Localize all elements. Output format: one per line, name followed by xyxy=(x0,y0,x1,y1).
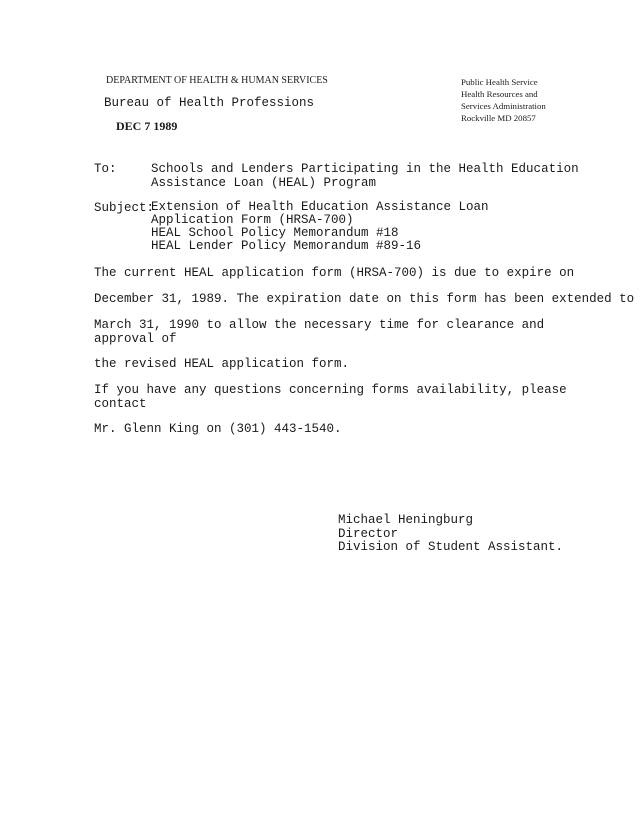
body-line: approval of xyxy=(94,332,177,346)
subject-line: Application Form (HRSA-700) xyxy=(151,213,354,227)
bureau-name: Bureau of Health Professions xyxy=(104,96,315,110)
signature-block xyxy=(338,514,563,555)
agency-line: Services Administration xyxy=(461,101,546,111)
signer-division: Division of Student Assistant. xyxy=(338,540,564,554)
subject-block xyxy=(151,201,489,253)
subject-line: Extension of Health Education Assistance Loan xyxy=(151,200,489,214)
body-paragraph: December 31, 1989. The expiration date on this form has been extended to xyxy=(94,292,635,306)
body-paragraph: Mr. Glenn King on (301) 443-1540. xyxy=(94,422,342,436)
body-line: If you have any questions concerning forms availability, please xyxy=(94,383,567,397)
department-name: DEPARTMENT OF HEALTH & HUMAN SERVICES xyxy=(106,75,328,86)
body-paragraph xyxy=(94,318,544,346)
addressee-line: Schools and Lenders Participating in the Health Education xyxy=(151,162,579,176)
body-line: contact xyxy=(94,397,147,411)
signer-title: Director xyxy=(338,526,399,541)
body-line: March 31, 1990 to allow the necessary time for clearance and xyxy=(94,318,545,332)
to-label: To: xyxy=(94,162,117,176)
signer-name: Michael Heningburg xyxy=(338,513,474,527)
body-paragraph: The current HEAL application form (HRSA-700) is due to expire on xyxy=(94,266,575,280)
agency-address-block xyxy=(461,76,546,124)
date-stamp: DEC 7 1989 xyxy=(116,119,178,133)
addressee-line: Assistance Loan (HEAL) Program xyxy=(151,176,377,190)
agency-line: Rockville MD 20857 xyxy=(461,113,536,123)
addressee-block xyxy=(151,162,579,190)
agency-line: Health Resources and xyxy=(461,89,538,99)
subject-line: HEAL Lender Policy Memorandum #89-16 xyxy=(151,239,422,253)
agency-line: Public Health Service xyxy=(461,77,538,87)
body-paragraph xyxy=(94,383,567,411)
body-paragraph: the revised HEAL application form. xyxy=(94,357,350,371)
subject-label: Subject: xyxy=(94,201,155,215)
subject-line: HEAL School Policy Memorandum #18 xyxy=(151,226,399,240)
